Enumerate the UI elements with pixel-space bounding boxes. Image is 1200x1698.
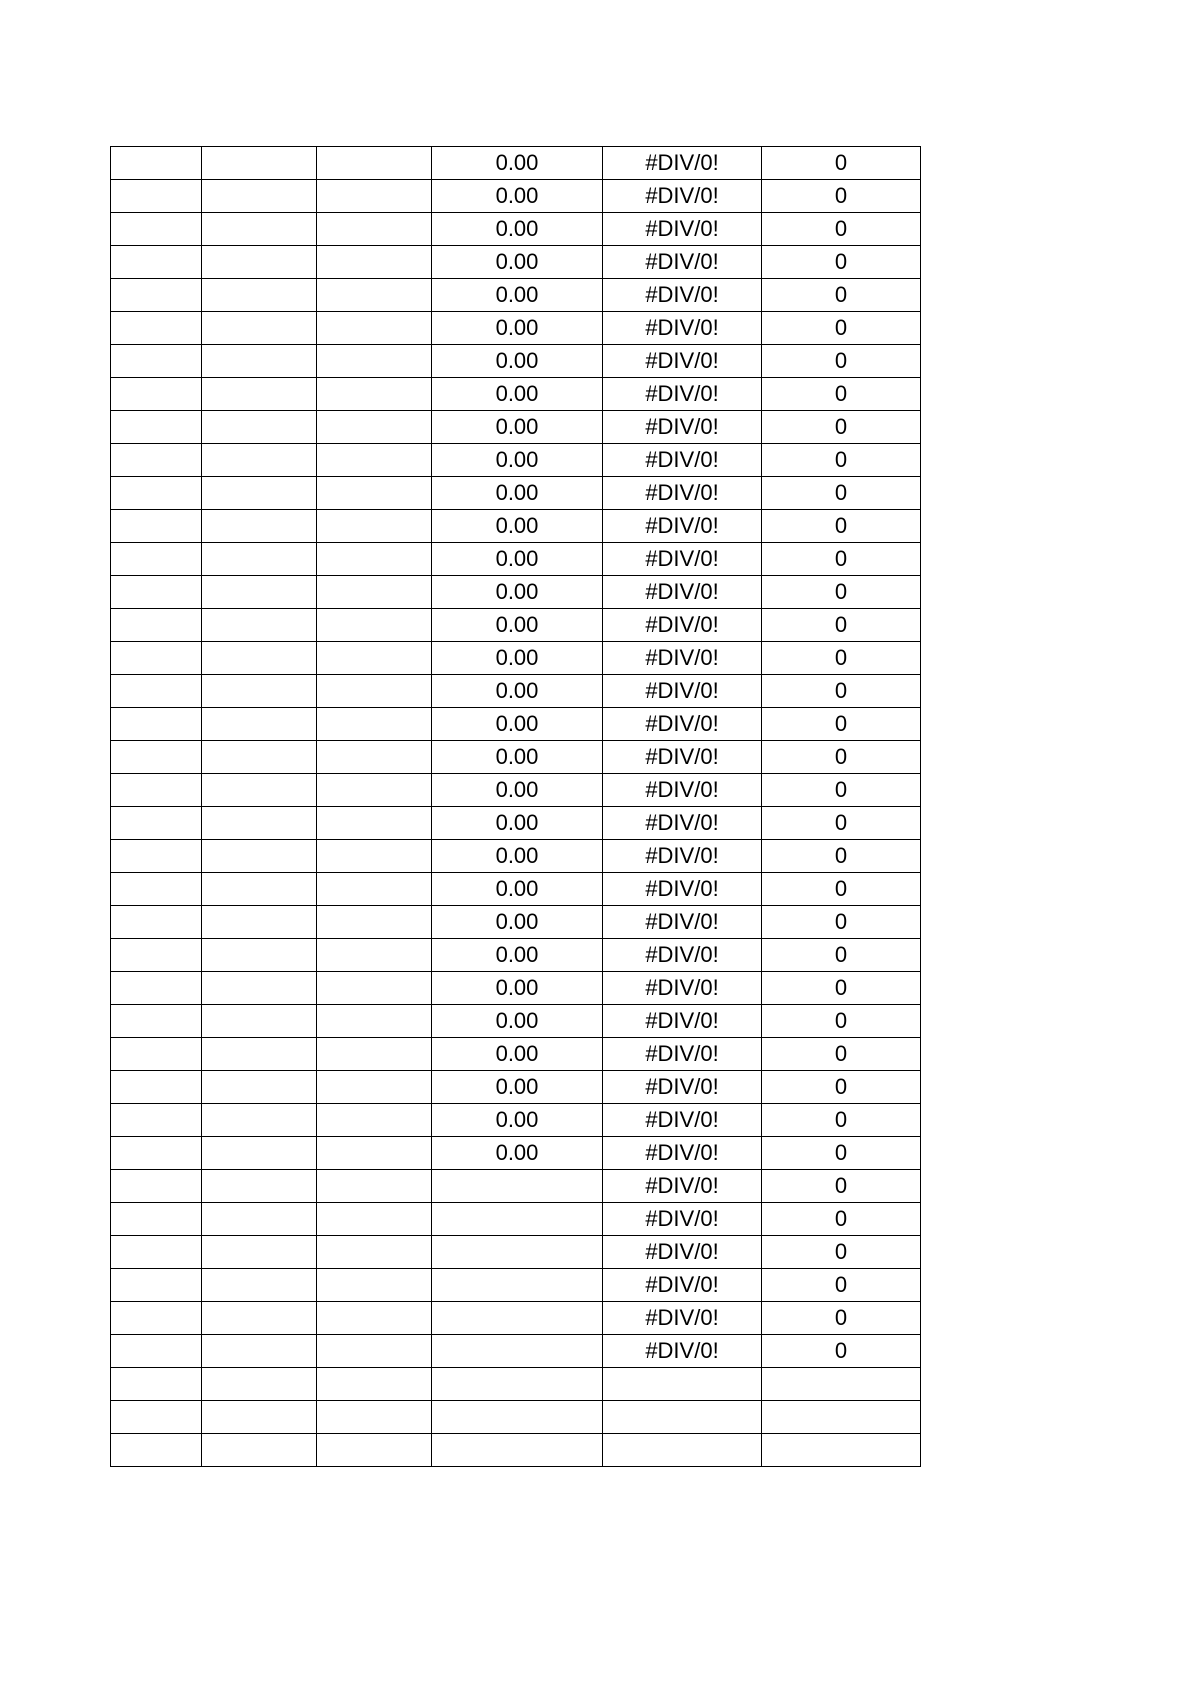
table-cell[interactable]: 0 (762, 774, 921, 807)
table-row (111, 543, 921, 576)
table-cell[interactable]: #DIV/0! (603, 642, 762, 675)
table-cell[interactable] (202, 774, 317, 807)
table-cell[interactable] (111, 1005, 202, 1038)
table-cell[interactable] (202, 147, 317, 180)
table-row (111, 213, 921, 246)
table-cell[interactable]: 0.00 (432, 411, 603, 444)
table-cell[interactable] (432, 1170, 603, 1203)
table-cell[interactable]: #DIV/0! (603, 1038, 762, 1071)
table-cell[interactable]: 0 (762, 807, 921, 840)
table-cell[interactable]: 0 (762, 477, 921, 510)
table-cell[interactable] (202, 609, 317, 642)
table-cell[interactable]: 0 (762, 642, 921, 675)
table-cell[interactable]: #DIV/0! (603, 873, 762, 906)
table-cell[interactable] (202, 279, 317, 312)
table-cell[interactable] (111, 411, 202, 444)
table-cell[interactable]: 0.00 (432, 708, 603, 741)
table-cell[interactable]: #DIV/0! (603, 939, 762, 972)
table-cell[interactable] (317, 1005, 432, 1038)
table-cell[interactable]: 0 (762, 345, 921, 378)
table-cell[interactable] (202, 246, 317, 279)
table-cell[interactable]: 0.00 (432, 609, 603, 642)
table-cell[interactable] (111, 543, 202, 576)
table-cell[interactable]: 0 (762, 543, 921, 576)
table-cell[interactable]: #DIV/0! (603, 444, 762, 477)
table-cell[interactable] (202, 312, 317, 345)
table-cell[interactable] (202, 345, 317, 378)
table-row (111, 741, 921, 774)
table-cell[interactable] (202, 642, 317, 675)
table-cell[interactable] (111, 972, 202, 1005)
table-row (111, 1005, 921, 1038)
table-row (111, 807, 921, 840)
table-cell[interactable] (202, 543, 317, 576)
table-cell[interactable]: #DIV/0! (603, 1104, 762, 1137)
table-cell[interactable]: 0 (762, 1269, 921, 1302)
table-cell[interactable]: #DIV/0! (603, 147, 762, 180)
table-cell[interactable] (111, 1071, 202, 1104)
table-cell[interactable]: 0 (762, 741, 921, 774)
table-cell[interactable]: 0.00 (432, 939, 603, 972)
table-cell[interactable] (202, 1401, 317, 1434)
table-cell[interactable]: 0 (762, 1104, 921, 1137)
table-row (111, 1038, 921, 1071)
table-cell[interactable] (317, 378, 432, 411)
table-cell[interactable]: 0.00 (432, 477, 603, 510)
table-cell[interactable] (111, 1302, 202, 1335)
table-cell[interactable] (317, 906, 432, 939)
table-row (111, 609, 921, 642)
table-cell[interactable] (317, 840, 432, 873)
table-row (111, 378, 921, 411)
table-cell[interactable] (111, 510, 202, 543)
table-cell[interactable] (202, 1071, 317, 1104)
table-cell[interactable] (111, 312, 202, 345)
table-cell[interactable]: #DIV/0! (603, 906, 762, 939)
table-cell[interactable]: #DIV/0! (603, 378, 762, 411)
table-cell[interactable]: 0.00 (432, 147, 603, 180)
table-cell[interactable] (111, 1368, 202, 1401)
table-row (111, 477, 921, 510)
table-cell[interactable]: #DIV/0! (603, 411, 762, 444)
table-cell[interactable] (202, 1236, 317, 1269)
table-cell[interactable] (202, 1302, 317, 1335)
table-cell[interactable] (111, 378, 202, 411)
table-cell[interactable]: 0.00 (432, 576, 603, 609)
table-row (111, 642, 921, 675)
table-row (111, 1401, 921, 1434)
table-cell[interactable] (317, 147, 432, 180)
table-cell[interactable]: 0 (762, 246, 921, 279)
table-cell[interactable] (111, 180, 202, 213)
table-cell[interactable] (317, 1170, 432, 1203)
table-cell[interactable]: 0 (762, 444, 921, 477)
table-cell[interactable] (111, 1401, 202, 1434)
table-cell[interactable]: #DIV/0! (603, 345, 762, 378)
table-cell[interactable] (317, 312, 432, 345)
table-row (111, 1302, 921, 1335)
table-cell[interactable] (111, 1038, 202, 1071)
table-cell[interactable]: 0 (762, 708, 921, 741)
table-cell[interactable] (317, 642, 432, 675)
table-cell[interactable]: 0 (762, 378, 921, 411)
table-cell[interactable]: 0.00 (432, 840, 603, 873)
table-cell[interactable] (317, 741, 432, 774)
table-cell[interactable] (317, 807, 432, 840)
table-cell[interactable] (202, 510, 317, 543)
table-cell[interactable] (202, 1269, 317, 1302)
table-cell[interactable]: 0.00 (432, 510, 603, 543)
table-cell[interactable]: 0.00 (432, 642, 603, 675)
table-cell[interactable]: #DIV/0! (603, 576, 762, 609)
table-cell[interactable] (111, 642, 202, 675)
table-cell[interactable] (202, 1368, 317, 1401)
table-row (111, 147, 921, 180)
table-cell[interactable] (317, 1302, 432, 1335)
table-cell[interactable] (111, 279, 202, 312)
table-cell[interactable]: #DIV/0! (603, 180, 762, 213)
table-cell[interactable] (202, 939, 317, 972)
table-cell[interactable] (317, 939, 432, 972)
table-cell[interactable]: 0 (762, 213, 921, 246)
table-cell[interactable] (202, 576, 317, 609)
table-cell[interactable]: 0.00 (432, 543, 603, 576)
table-cell[interactable]: 0.00 (432, 873, 603, 906)
table-cell[interactable] (317, 1203, 432, 1236)
table-row (111, 774, 921, 807)
table-cell[interactable] (111, 609, 202, 642)
table-cell[interactable]: #DIV/0! (603, 1269, 762, 1302)
table-row (111, 1071, 921, 1104)
table-cell[interactable] (762, 1368, 921, 1401)
table-cell[interactable]: #DIV/0! (603, 741, 762, 774)
table-cell[interactable] (762, 1434, 921, 1467)
table-cell[interactable] (432, 1236, 603, 1269)
table-cell[interactable]: 0.00 (432, 1137, 603, 1170)
table-cell[interactable]: 0.00 (432, 1038, 603, 1071)
table-cell[interactable]: #DIV/0! (603, 1335, 762, 1368)
table-cell[interactable] (317, 1335, 432, 1368)
table-cell[interactable] (603, 1434, 762, 1467)
table-row (111, 1368, 921, 1401)
table-cell[interactable]: 0 (762, 1137, 921, 1170)
table-cell[interactable]: 0 (762, 1170, 921, 1203)
table-cell[interactable] (317, 1434, 432, 1467)
table-row (111, 939, 921, 972)
table-cell[interactable] (111, 807, 202, 840)
table-cell[interactable] (317, 543, 432, 576)
table-row (111, 312, 921, 345)
table-cell[interactable] (202, 1203, 317, 1236)
table-row (111, 576, 921, 609)
table-row (111, 972, 921, 1005)
table-cell[interactable] (111, 1236, 202, 1269)
table-cell[interactable]: 0 (762, 1236, 921, 1269)
table-row (111, 1236, 921, 1269)
table-cell[interactable]: 0 (762, 1203, 921, 1236)
table-cell[interactable] (111, 708, 202, 741)
table-cell[interactable] (111, 1104, 202, 1137)
table-cell[interactable]: #DIV/0! (603, 972, 762, 1005)
table-cell[interactable]: 0.00 (432, 675, 603, 708)
table-cell[interactable] (111, 1137, 202, 1170)
table-cell[interactable] (432, 1302, 603, 1335)
table-cell[interactable]: 0.00 (432, 1104, 603, 1137)
table-cell[interactable] (111, 576, 202, 609)
table-cell[interactable]: #DIV/0! (603, 213, 762, 246)
table-cell[interactable]: 0.00 (432, 378, 603, 411)
table-cell[interactable] (603, 1368, 762, 1401)
table-row (111, 1137, 921, 1170)
table-cell[interactable] (432, 1335, 603, 1368)
table-cell[interactable] (202, 378, 317, 411)
table-cell[interactable] (111, 906, 202, 939)
table-cell[interactable] (111, 444, 202, 477)
table-row (111, 906, 921, 939)
table-cell[interactable]: 0.00 (432, 741, 603, 774)
table-row (111, 708, 921, 741)
table-cell[interactable]: 0 (762, 972, 921, 1005)
table-cell[interactable] (432, 1401, 603, 1434)
table-cell[interactable]: 0.00 (432, 972, 603, 1005)
table-cell[interactable] (432, 1269, 603, 1302)
table-cell[interactable]: 0 (762, 906, 921, 939)
table-cell[interactable] (432, 1434, 603, 1467)
table-cell[interactable]: 0 (762, 411, 921, 444)
table-cell[interactable] (111, 345, 202, 378)
table-cell[interactable]: 0.00 (432, 180, 603, 213)
table-cell[interactable]: #DIV/0! (603, 609, 762, 642)
spreadsheet-table (110, 146, 921, 1467)
table-cell[interactable] (111, 774, 202, 807)
table-cell[interactable]: 0.00 (432, 444, 603, 477)
table-cell[interactable]: 0 (762, 675, 921, 708)
table-row (111, 840, 921, 873)
table-row (111, 873, 921, 906)
table-cell[interactable] (317, 1368, 432, 1401)
table-cell[interactable] (202, 840, 317, 873)
table-cell[interactable] (111, 840, 202, 873)
table-row (111, 1434, 921, 1467)
table-cell[interactable]: #DIV/0! (603, 1236, 762, 1269)
table-cell[interactable] (202, 1434, 317, 1467)
table-cell[interactable]: 0.00 (432, 1005, 603, 1038)
table-cell[interactable] (432, 1203, 603, 1236)
table-cell[interactable]: 0 (762, 1005, 921, 1038)
table-cell[interactable] (317, 444, 432, 477)
table-cell[interactable]: 0 (762, 576, 921, 609)
table-cell[interactable] (317, 708, 432, 741)
table-cell[interactable] (317, 1401, 432, 1434)
table-cell[interactable]: #DIV/0! (603, 510, 762, 543)
table-cell[interactable]: #DIV/0! (603, 675, 762, 708)
table-row (111, 246, 921, 279)
table-cell[interactable] (603, 1401, 762, 1434)
table-cell[interactable] (111, 1170, 202, 1203)
table-cell[interactable] (317, 1104, 432, 1137)
table-cell[interactable] (317, 873, 432, 906)
table-row (111, 1170, 921, 1203)
table-cell[interactable]: 0 (762, 939, 921, 972)
table-cell[interactable]: 0.00 (432, 1071, 603, 1104)
table-cell[interactable] (202, 1005, 317, 1038)
table-cell[interactable] (202, 213, 317, 246)
table-row (111, 411, 921, 444)
table-cell[interactable] (317, 972, 432, 1005)
table-cell[interactable] (317, 774, 432, 807)
table-cell[interactable] (317, 246, 432, 279)
table-row (111, 345, 921, 378)
table-cell[interactable] (111, 939, 202, 972)
table-cell[interactable] (317, 1071, 432, 1104)
spreadsheet-body (111, 147, 921, 1467)
table-cell[interactable]: 0 (762, 1335, 921, 1368)
table-cell[interactable]: 0 (762, 609, 921, 642)
table-cell[interactable] (202, 1038, 317, 1071)
table-cell[interactable]: #DIV/0! (603, 1005, 762, 1038)
table-cell[interactable] (202, 1104, 317, 1137)
table-cell[interactable] (111, 1434, 202, 1467)
table-row (111, 1269, 921, 1302)
table-cell[interactable] (202, 708, 317, 741)
table-cell[interactable] (111, 147, 202, 180)
table-row (111, 180, 921, 213)
table-cell[interactable]: 0 (762, 1038, 921, 1071)
table-cell[interactable] (111, 1269, 202, 1302)
table-cell[interactable] (202, 675, 317, 708)
table-row (111, 1335, 921, 1368)
table-cell[interactable]: #DIV/0! (603, 840, 762, 873)
table-cell[interactable]: 0 (762, 279, 921, 312)
table-cell[interactable] (111, 873, 202, 906)
table-cell[interactable]: #DIV/0! (603, 477, 762, 510)
table-cell[interactable]: 0 (762, 840, 921, 873)
table-cell[interactable] (317, 576, 432, 609)
table-cell[interactable] (202, 180, 317, 213)
table-cell[interactable] (202, 477, 317, 510)
table-cell[interactable]: #DIV/0! (603, 543, 762, 576)
table-cell[interactable]: #DIV/0! (603, 807, 762, 840)
table-cell[interactable] (317, 279, 432, 312)
table-cell[interactable]: 0.00 (432, 312, 603, 345)
table-row (111, 675, 921, 708)
table-row (111, 1104, 921, 1137)
table-cell[interactable] (202, 906, 317, 939)
table-cell[interactable]: 0.00 (432, 345, 603, 378)
table-cell[interactable] (317, 1137, 432, 1170)
table-cell[interactable]: 0 (762, 147, 921, 180)
table-cell[interactable]: #DIV/0! (603, 1170, 762, 1203)
table-cell[interactable] (317, 1038, 432, 1071)
table-cell[interactable]: #DIV/0! (603, 708, 762, 741)
table-cell[interactable] (317, 477, 432, 510)
table-cell[interactable]: 0.00 (432, 906, 603, 939)
table-cell[interactable]: 0 (762, 873, 921, 906)
table-cell[interactable] (202, 1170, 317, 1203)
table-cell[interactable] (317, 411, 432, 444)
table-cell[interactable] (317, 675, 432, 708)
table-cell[interactable] (432, 1368, 603, 1401)
table-row (111, 1203, 921, 1236)
table-cell[interactable] (317, 1269, 432, 1302)
table-cell[interactable] (762, 1401, 921, 1434)
table-cell[interactable] (202, 873, 317, 906)
table-cell[interactable] (317, 510, 432, 543)
table-cell[interactable] (202, 444, 317, 477)
table-cell[interactable]: 0.00 (432, 213, 603, 246)
table-cell[interactable]: #DIV/0! (603, 1071, 762, 1104)
table-cell[interactable] (317, 180, 432, 213)
table-cell[interactable]: 0 (762, 1071, 921, 1104)
table-cell[interactable] (317, 609, 432, 642)
table-cell[interactable]: 0 (762, 510, 921, 543)
table-cell[interactable] (111, 675, 202, 708)
table-cell[interactable]: #DIV/0! (603, 312, 762, 345)
table-cell[interactable]: #DIV/0! (603, 1137, 762, 1170)
table-cell[interactable]: #DIV/0! (603, 246, 762, 279)
table-cell[interactable] (111, 1335, 202, 1368)
table-cell[interactable] (202, 1137, 317, 1170)
table-cell[interactable] (111, 741, 202, 774)
table-cell[interactable] (202, 807, 317, 840)
table-cell[interactable] (111, 246, 202, 279)
table-cell[interactable]: 0.00 (432, 807, 603, 840)
table-cell[interactable] (202, 741, 317, 774)
table-cell[interactable]: #DIV/0! (603, 774, 762, 807)
table-cell[interactable]: 0.00 (432, 246, 603, 279)
table-cell[interactable] (202, 972, 317, 1005)
table-row (111, 510, 921, 543)
table-cell[interactable]: 0 (762, 312, 921, 345)
table-cell[interactable]: 0 (762, 1302, 921, 1335)
table-cell[interactable] (202, 1335, 317, 1368)
table-cell[interactable]: 0 (762, 180, 921, 213)
table-cell[interactable]: 0.00 (432, 279, 603, 312)
table-row (111, 444, 921, 477)
table-cell[interactable]: #DIV/0! (603, 1203, 762, 1236)
table-cell[interactable]: #DIV/0! (603, 1302, 762, 1335)
table-cell[interactable]: 0.00 (432, 774, 603, 807)
table-cell[interactable] (317, 213, 432, 246)
table-cell[interactable]: #DIV/0! (603, 279, 762, 312)
table-cell[interactable] (202, 411, 317, 444)
table-cell[interactable] (111, 213, 202, 246)
table-cell[interactable] (317, 345, 432, 378)
table-cell[interactable] (317, 1236, 432, 1269)
table-row (111, 279, 921, 312)
table-cell[interactable] (111, 1203, 202, 1236)
table-cell[interactable] (111, 477, 202, 510)
